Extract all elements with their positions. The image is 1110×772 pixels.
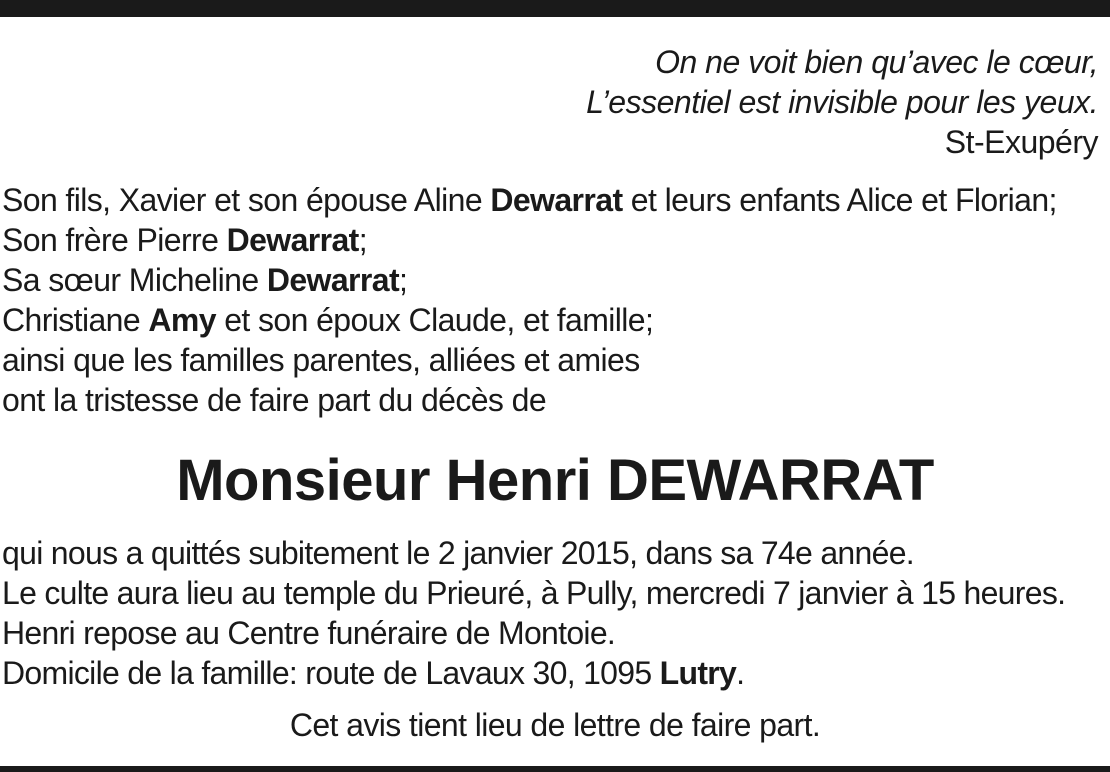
family-announcement [2,180,1057,420]
epigraph-line: On ne voit bien qu’avec le cœur, [655,44,1098,80]
epigraph-author: St-Exupéry [944,124,1098,160]
family-line-son [2,180,1057,220]
epigraph-line: L’essentiel est invisible pour les yeux. [586,84,1098,120]
family-text: Sa sœur Micheline [2,262,267,298]
family-text: ; [358,222,368,258]
family-surname: Dewarrat [266,262,399,298]
details-line-address [2,653,1065,693]
bottom-border-rule [0,766,1110,772]
funeral-details [2,533,1065,693]
family-text: et son époux Claude, et famille; [215,302,654,338]
details-text: . [736,655,745,691]
family-line-christiane [2,300,1057,340]
epigraph-quote [586,42,1098,162]
details-line-rest: Henri repose au Centre funéraire de Montoie. [2,615,616,651]
family-line-sister [2,260,1057,300]
family-surname: Dewarrat [226,222,359,258]
deceased-name: Monsieur Henri DEWARRAT [176,448,934,513]
family-surname: Amy [148,302,216,338]
details-text: Domicile de la famille: route de Lavaux 30, 1095 [2,655,660,691]
family-line-relatives: ainsi que les familles parentes, alliées et amies [2,342,640,378]
top-border-rule [0,0,1110,17]
closing-note: Cet avis tient lieu de lettre de faire part. [289,707,821,743]
family-surname: Dewarrat [490,182,623,218]
details-line-service: Le culte aura lieu au temple du Prieuré, à Pully, mercredi 7 janvier à 15 heures. [2,575,1066,611]
family-text: Son fils, Xavier et son épouse Aline [2,182,491,218]
details-line-death: qui nous a quittés subitement le 2 janvier 2015, dans sa 74e année. [2,535,914,571]
family-line-announcement: ont la tristesse de faire part du décès de [2,382,547,418]
family-line-brother [2,220,1057,260]
family-text: et leurs enfants Alice et Florian; [622,182,1057,218]
family-text: Son frère Pierre [2,222,227,258]
family-text: Christiane [2,302,149,338]
details-town: Lutry [659,655,737,691]
family-text: ; [399,262,408,298]
